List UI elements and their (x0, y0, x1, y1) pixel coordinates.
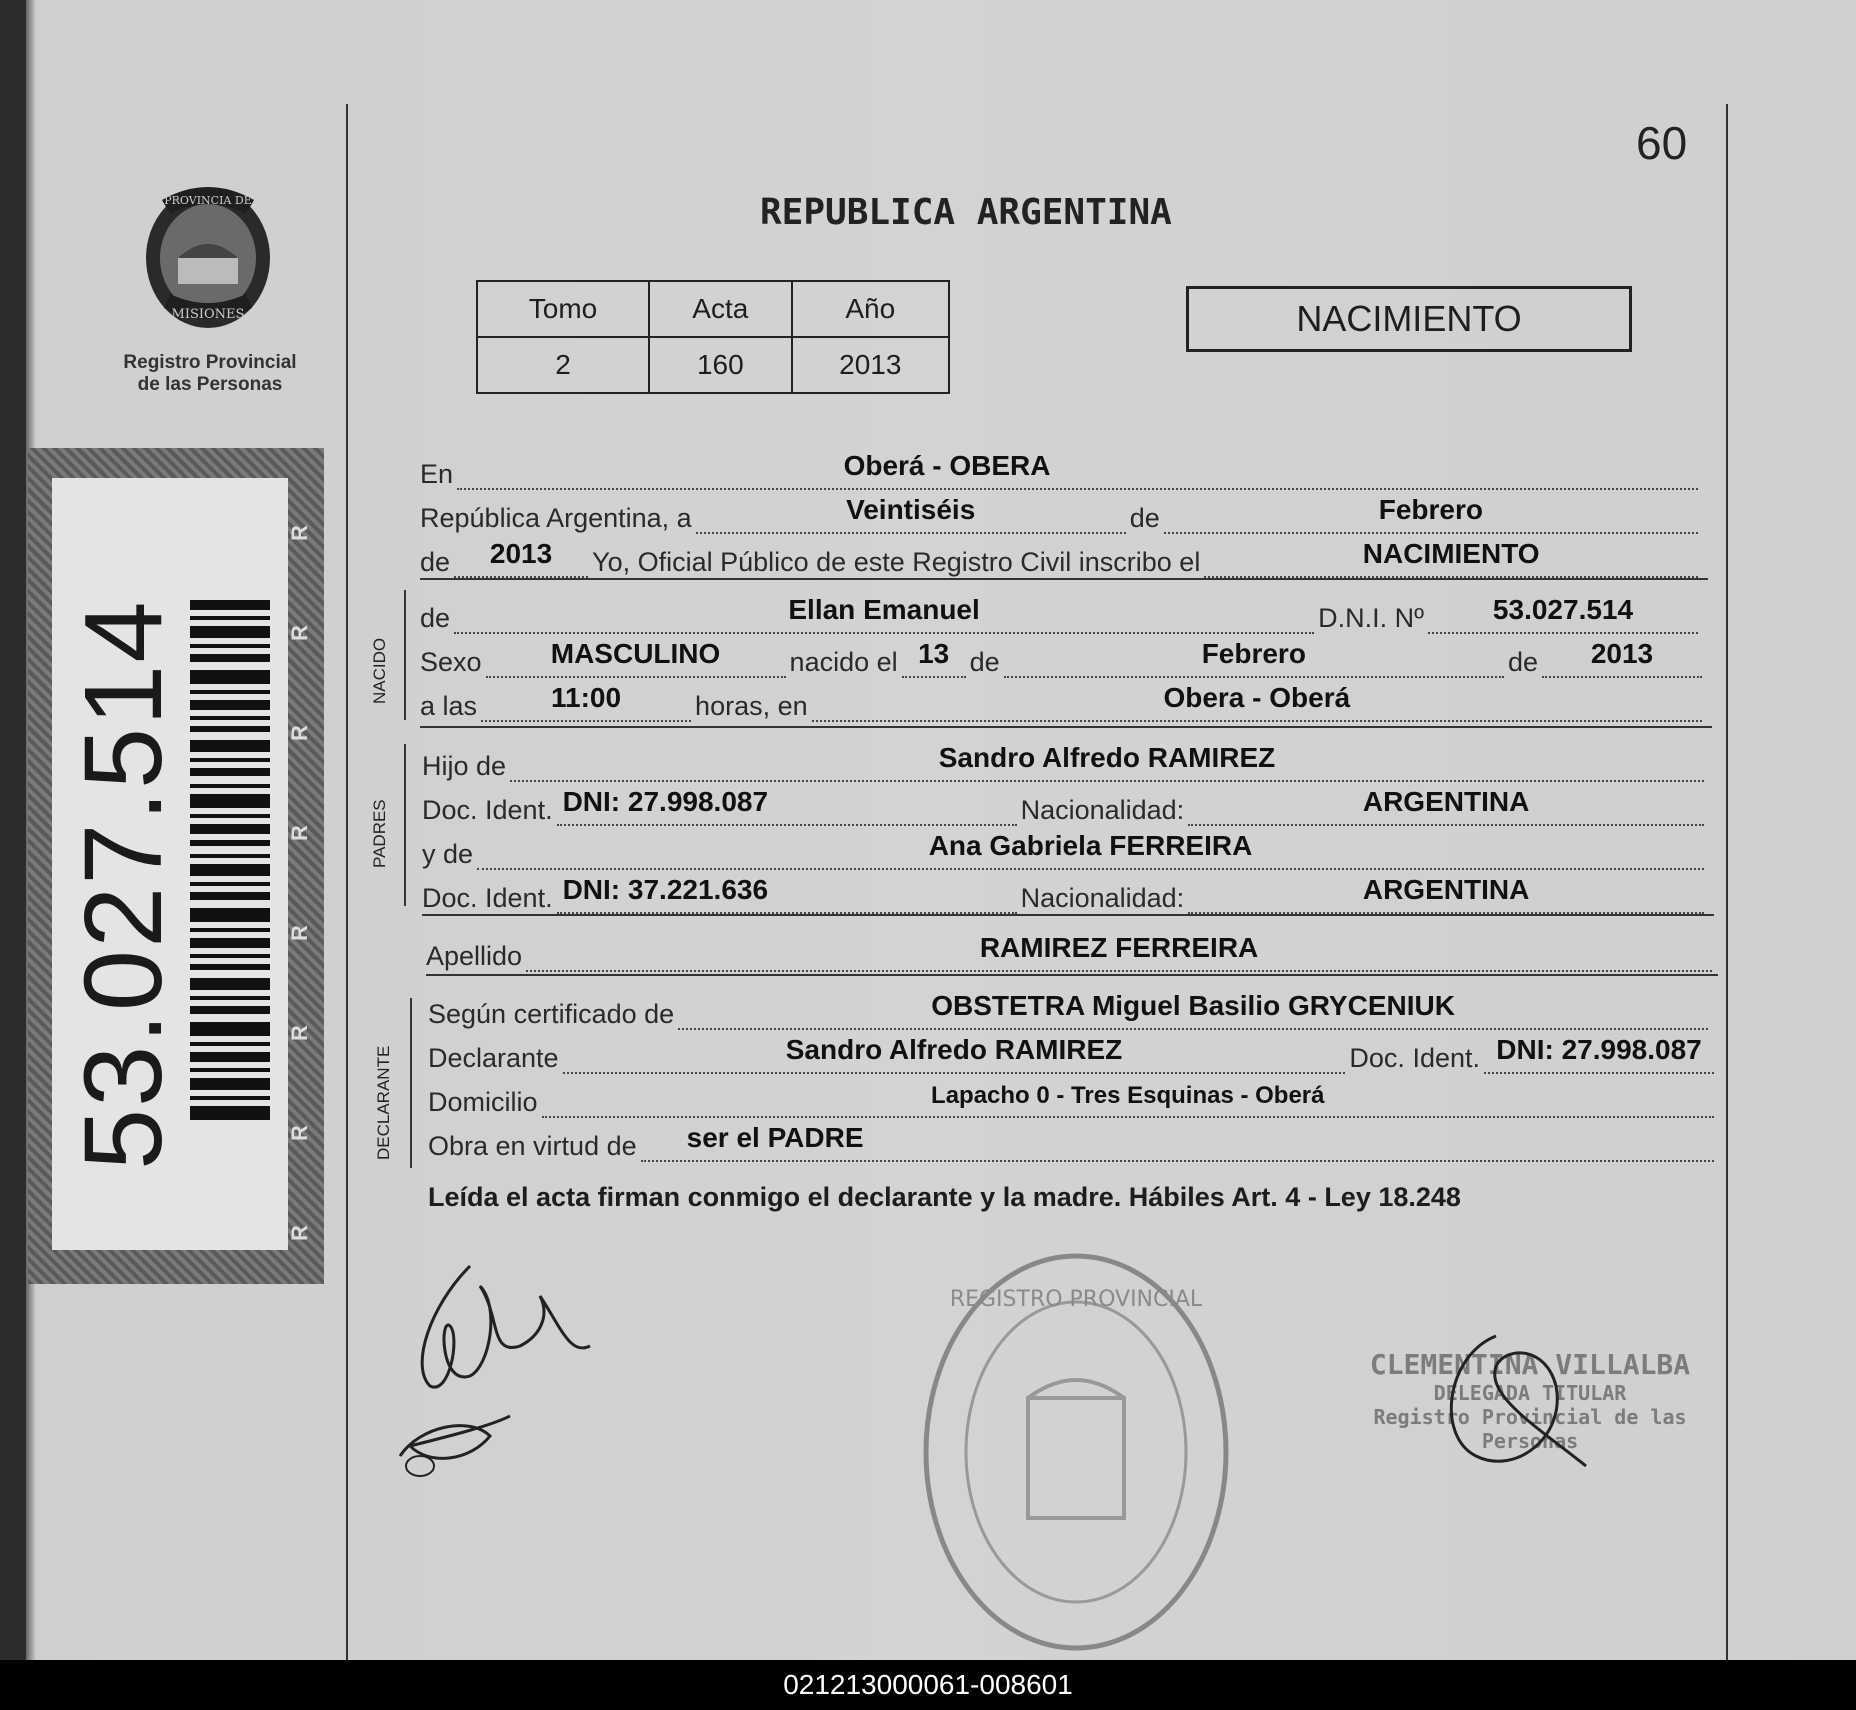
born-row-time (420, 682, 1706, 722)
intro-row-date (420, 494, 1702, 534)
field-label: Doc. Ident. (422, 883, 553, 913)
section-label-nacido: NACIDO (370, 637, 389, 704)
document-title: REPUBLICA ARGENTINA (760, 192, 1172, 233)
section-label-padres: PADRES (370, 799, 389, 868)
father-doc-value: DNI: 27.998.087 (562, 786, 769, 817)
section-label-declarante: DECLARANTE (374, 1045, 393, 1160)
parents-row-father (422, 742, 1708, 782)
mother-name-value: Ana Gabriela FERREIRA (928, 830, 1253, 861)
field-label: nacido el (789, 647, 898, 677)
closing-statement: Leída el acta firman conmigo el declarante y la madre. Hábiles Art. 4 - Ley 18.248 (428, 1182, 1461, 1212)
official-org: Registro Provincial de las Personas (1373, 1405, 1687, 1453)
birth-month-value: Febrero (1201, 638, 1306, 669)
parents-row-mother-doc (422, 874, 1708, 914)
field-label: Hijo de (422, 751, 507, 781)
declarant-row-reason (428, 1122, 1718, 1162)
separator (422, 914, 1714, 916)
field-label: Sexo (420, 647, 482, 677)
separator (420, 726, 1712, 728)
section-bracket (410, 998, 412, 1168)
field-label: de (969, 647, 1000, 677)
barcode-icon (190, 600, 270, 1120)
svg-text:REGISTRO PROVINCIAL: REGISTRO PROVINCIAL (949, 1287, 1203, 1312)
table-cell: 2 (477, 337, 649, 393)
field-label: Doc. Ident. (1349, 1043, 1480, 1073)
record-table (476, 280, 950, 394)
declarant-row-address (428, 1078, 1718, 1118)
intro-row-statement (420, 538, 1702, 578)
table-header: Tomo (477, 281, 649, 337)
sticker-pattern-letter: R (286, 625, 312, 641)
record-type-box: NACIMIENTO (1186, 286, 1632, 352)
sticker-pattern-letter: R (286, 925, 312, 941)
field-label: Doc. Ident. (422, 795, 553, 825)
birth-time-value: 11:00 (551, 682, 622, 713)
child-dni-value: 53.027.514 (1492, 594, 1634, 625)
born-row-date (420, 638, 1706, 678)
field-label: y de (422, 839, 474, 869)
statement-text: Yo, Oficial Público de este Registro Civil inscribo el (592, 547, 1201, 577)
month-value: Febrero (1378, 494, 1483, 525)
father-nationality-value: ARGENTINA (1362, 786, 1530, 817)
declarant-doc-value: DNI: 27.998.087 (1496, 1034, 1702, 1065)
mother-nationality-value: ARGENTINA (1362, 874, 1530, 905)
child-name-value: Ellan Emanuel (788, 594, 980, 625)
sticker-pattern-letter: R (286, 525, 312, 541)
birth-day-value: 13 (918, 638, 950, 669)
born-row-name (420, 594, 1702, 634)
book-spine (0, 0, 26, 1660)
parents-row-mother (422, 830, 1708, 870)
field-label: de (420, 603, 451, 633)
father-name-value: Sandro Alfredo RAMIREZ (938, 742, 1276, 773)
declarant-row-certificate (428, 990, 1712, 1030)
declarant-name-value: Sandro Alfredo RAMIREZ (785, 1034, 1123, 1065)
table-cell: 160 (649, 337, 792, 393)
day-words-value: Veintiséis (846, 494, 976, 525)
sticker-pattern-letter: R (286, 825, 312, 841)
field-label: Según certificado de (428, 999, 675, 1029)
birth-year-value: 2013 (1590, 638, 1654, 669)
field-label: Declarante (428, 1043, 559, 1073)
birth-place-value: Obera - Oberá (1163, 682, 1351, 713)
place-value: Oberá - OBERA (843, 450, 1051, 481)
field-label: Nacionalidad: (1020, 795, 1185, 825)
svg-text:PROVINCIA DE: PROVINCIA DE (164, 194, 252, 207)
official-seal (916, 1242, 1236, 1662)
table-header: Año (792, 281, 949, 337)
province-emblem-icon (128, 170, 288, 340)
field-label: En (420, 459, 454, 489)
address-value: Lapacho 0 - Tres Esquinas - Oberá (931, 1082, 1325, 1109)
sticker-pattern-letter: R (286, 1225, 312, 1241)
field-label: D.N.I. Nº (1318, 603, 1424, 633)
separator (426, 974, 1718, 976)
left-margin-line (346, 104, 348, 1660)
surname-row (426, 932, 1716, 972)
table-header: Acta (649, 281, 792, 337)
section-bracket (404, 744, 406, 906)
field-label: Apellido (426, 941, 523, 971)
footer-code: 021213000061-008601 (0, 1660, 1856, 1710)
reason-value: ser el PADRE (686, 1122, 864, 1153)
sticker-pattern-letter: R (286, 725, 312, 741)
sticker-pattern-letter: R (286, 1125, 312, 1141)
field-label: a las (420, 691, 478, 721)
section-bracket (404, 590, 406, 720)
page-number: 60 (1636, 117, 1688, 169)
sticker-pattern-letter: R (286, 1025, 312, 1041)
official-signature (1436, 1326, 1596, 1476)
year-value: 2013 (489, 538, 553, 569)
field-label: Nacionalidad: (1020, 883, 1185, 913)
registry-label: Registro Provincial de las Personas (123, 352, 297, 395)
declarant-signature (390, 1246, 630, 1486)
field-label: Domicilio (428, 1087, 538, 1117)
table-cell: 2013 (792, 337, 949, 393)
barcode-number: 53.027.514 (62, 599, 185, 1170)
sex-value: MASCULINO (550, 638, 721, 669)
official-role: DELEGADA TITULAR (1433, 1381, 1627, 1405)
separator (420, 578, 1708, 580)
mother-doc-value: DNI: 37.221.636 (562, 874, 769, 905)
parents-row-father-doc (422, 786, 1708, 826)
field-label: horas, en (695, 691, 808, 721)
field-label: Obra en virtud de (428, 1131, 637, 1161)
field-label: de (420, 547, 451, 577)
svg-text:MISIONES: MISIONES (171, 307, 245, 322)
declarant-row-name (428, 1034, 1718, 1074)
surname-value: RAMIREZ FERREIRA (979, 932, 1259, 963)
field-label: de (1129, 503, 1160, 533)
event-value: NACIMIENTO (1362, 538, 1540, 569)
intro-row-place (420, 450, 1702, 490)
field-label: de (1507, 647, 1538, 677)
official-name: CLEMENTINA VILLALBA (1369, 1348, 1691, 1381)
certificate-value: OBSTETRA Miguel Basilio GRYCENIUK (931, 990, 1455, 1021)
field-label: República Argentina, a (420, 503, 692, 533)
